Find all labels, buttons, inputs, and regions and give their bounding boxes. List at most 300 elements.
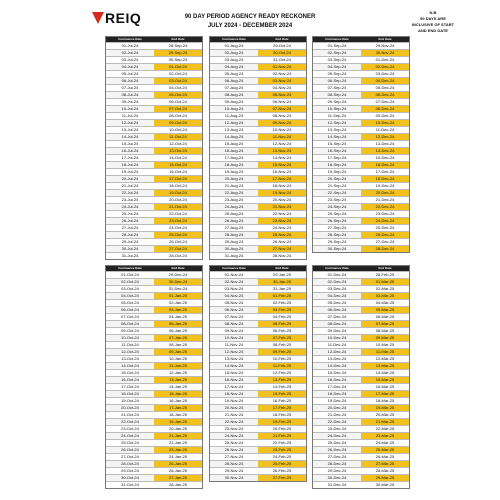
- end-date-cell: 21-Nov-24: [258, 204, 306, 210]
- commence-date-cell: 17-Jul-24: [121, 155, 139, 160]
- end-date-cell: 09-Feb-25: [258, 349, 306, 355]
- table-row: [106, 481, 202, 488]
- table-row: [106, 84, 202, 91]
- table-row: [313, 306, 409, 313]
- table-row: [210, 196, 306, 203]
- end-date-cell: 26-Nov-24: [272, 239, 292, 244]
- commence-date-cell: 03-Jul-24: [121, 57, 139, 62]
- table-row: [210, 217, 306, 224]
- end-date-cell: 10-Dec-24: [361, 120, 409, 126]
- table-row: [210, 84, 306, 91]
- end-date-cell: 14-Feb-25: [272, 384, 292, 389]
- commence-date-cell: 10-Sep-24: [313, 106, 361, 112]
- commence-date-cell: 07-Jul-24: [121, 85, 139, 90]
- commence-date-cell: 17-Aug-24: [224, 155, 244, 160]
- commence-date-cell: 23-Aug-24: [224, 197, 244, 202]
- commence-date-cell: 27-Nov-24: [224, 454, 244, 459]
- table-row: [313, 112, 409, 119]
- table-row: [106, 182, 202, 189]
- table-row: [210, 285, 306, 292]
- end-date-cell: 02-Dec-24: [361, 64, 409, 70]
- table-row: [313, 238, 409, 245]
- end-date-cell: 25-Mar-25: [361, 447, 409, 453]
- end-date-cell: 15-Nov-24: [258, 162, 306, 168]
- end-date-cell: 02-Oct-24: [169, 71, 187, 76]
- commence-date-cell: 02-Aug-24: [210, 50, 258, 56]
- table-row: [106, 355, 202, 362]
- end-date-cell: 04-Feb-25: [272, 314, 292, 319]
- reckoner-table-sep: [312, 36, 410, 253]
- end-date-cell: 29-Sep-24: [154, 50, 202, 56]
- end-date-cell: 07-Nov-24: [258, 106, 306, 112]
- commence-date-cell: 01-Dec-24: [327, 272, 347, 277]
- table-row: [106, 245, 202, 252]
- table-row: [210, 404, 306, 411]
- end-date-cell: 03-Mar-25: [361, 293, 409, 299]
- end-date-cell: 28-Nov-24: [272, 253, 292, 258]
- table-row: [313, 42, 409, 49]
- table-row: [106, 98, 202, 105]
- commence-date-cell: 09-Jul-24: [121, 99, 139, 104]
- commence-date-cell: 13-Sep-24: [327, 127, 347, 132]
- table-row: [313, 210, 409, 217]
- end-date-cell: 19-Oct-24: [154, 190, 202, 196]
- end-date-cell: 19-Mar-25: [361, 405, 409, 411]
- commence-date-cell: 02-Sep-24: [313, 50, 361, 56]
- end-date-cell: 11-Jan-25: [154, 363, 202, 369]
- table-row: [106, 63, 202, 70]
- table-row: [106, 299, 202, 306]
- table-row: [210, 355, 306, 362]
- commence-date-cell: 20-Oct-24: [106, 405, 154, 411]
- table-row: [106, 313, 202, 320]
- commence-date-cell: 20-Sep-24: [313, 176, 361, 182]
- table-row: [106, 467, 202, 474]
- table-row: [313, 341, 409, 348]
- commence-date-cell: 21-Oct-24: [121, 412, 139, 417]
- end-date-cell: 27-Mar-25: [361, 461, 409, 467]
- commence-date-cell: 31-Oct-24: [121, 482, 139, 487]
- commence-date-cell: 09-Nov-24: [224, 328, 244, 333]
- table-row: [210, 383, 306, 390]
- table-row: [313, 390, 409, 397]
- table-row: [313, 481, 409, 488]
- commence-date-cell: 21-Sep-24: [327, 183, 347, 188]
- table-header: [313, 266, 409, 271]
- table-row: [210, 390, 306, 397]
- commence-date-cell: 17-Sep-24: [327, 155, 347, 160]
- commence-date-cell: 28-Nov-24: [210, 461, 258, 467]
- commence-date-cell: 28-Dec-24: [313, 461, 361, 467]
- commence-date-cell: 30-Aug-24: [210, 246, 258, 252]
- end-date-cell: 08-Feb-25: [272, 342, 292, 347]
- end-date-cell: 16-Oct-24: [169, 169, 187, 174]
- commence-date-cell: 15-Jul-24: [121, 141, 139, 146]
- column-header-start: Commence Date: [222, 37, 246, 41]
- table-row: [106, 376, 202, 383]
- end-date-cell: 11-Feb-25: [258, 363, 306, 369]
- table-row: [313, 299, 409, 306]
- commence-date-cell: 31-Dec-24: [327, 482, 347, 487]
- table-row: [210, 70, 306, 77]
- commence-date-cell: 27-Jul-24: [121, 225, 139, 230]
- end-date-cell: 19-Jan-25: [154, 419, 202, 425]
- commence-date-cell: 15-Oct-24: [121, 370, 139, 375]
- table-row: [210, 126, 306, 133]
- commence-date-cell: 08-Aug-24: [210, 92, 258, 98]
- commence-date-cell: 06-Jul-24: [106, 78, 154, 84]
- end-date-cell: 15-Oct-24: [154, 162, 202, 168]
- end-date-cell: 17-Feb-25: [258, 405, 306, 411]
- commence-date-cell: 23-Nov-24: [224, 426, 244, 431]
- table-row: [210, 411, 306, 418]
- table-row: [106, 397, 202, 404]
- commence-date-cell: 21-Dec-24: [327, 412, 347, 417]
- end-date-cell: 13-Nov-24: [258, 148, 306, 154]
- end-date-cell: 30-Sep-24: [168, 57, 188, 62]
- table-row: [210, 460, 306, 467]
- table-row: [313, 327, 409, 334]
- end-date-cell: 12-Mar-25: [375, 356, 395, 361]
- end-date-cell: 24-Dec-24: [361, 218, 409, 224]
- end-date-cell: 16-Jan-25: [168, 398, 187, 403]
- end-date-cell: 23-Nov-24: [258, 218, 306, 224]
- end-date-cell: 08-Mar-25: [375, 328, 395, 333]
- column-header-end: End Date: [171, 37, 185, 41]
- end-date-cell: 23-Feb-25: [258, 447, 306, 453]
- end-date-cell: 14-Oct-24: [169, 155, 187, 160]
- end-date-cell: 09-Mar-25: [361, 335, 409, 341]
- end-date-cell: 03-Dec-24: [375, 71, 395, 76]
- end-date-cell: 10-Nov-24: [272, 127, 292, 132]
- commence-date-cell: 04-Jul-24: [106, 64, 154, 70]
- commence-date-cell: 15-Dec-24: [327, 370, 347, 375]
- table-row: [313, 175, 409, 182]
- end-date-cell: 03-Jan-25: [154, 307, 202, 313]
- table-row: [210, 42, 306, 49]
- commence-date-cell: 04-Aug-24: [210, 64, 258, 70]
- commence-date-cell: 04-Nov-24: [210, 293, 258, 299]
- table-row: [106, 334, 202, 341]
- end-date-cell: 18-Mar-25: [375, 398, 395, 403]
- commence-date-cell: 13-Oct-24: [121, 356, 139, 361]
- commence-date-cell: 19-Sep-24: [327, 169, 347, 174]
- table-row: [106, 362, 202, 369]
- reckoner-table-nov: [209, 265, 307, 482]
- table-row: [210, 154, 306, 161]
- commence-date-cell: 09-Oct-24: [121, 328, 139, 333]
- commence-date-cell: 20-Nov-24: [210, 405, 258, 411]
- commence-date-cell: 23-Sep-24: [327, 197, 347, 202]
- end-date-cell: 22-Dec-24: [361, 204, 409, 210]
- end-date-cell: 02-Mar-25: [375, 286, 395, 291]
- end-date-cell: 21-Feb-25: [258, 433, 306, 439]
- end-date-cell: 25-Nov-24: [258, 232, 306, 238]
- end-date-cell: 30-Dec-24: [154, 279, 202, 285]
- table-row: [313, 362, 409, 369]
- end-date-cell: 24-Nov-24: [272, 225, 292, 230]
- table-row: [313, 231, 409, 238]
- table-row: [106, 154, 202, 161]
- commence-date-cell: 08-Dec-24: [313, 321, 361, 327]
- end-date-cell: 21-Mar-25: [361, 419, 409, 425]
- end-date-cell: 09-Oct-24: [154, 120, 202, 126]
- table-row: [210, 98, 306, 105]
- end-date-cell: 26-Jan-25: [168, 468, 187, 473]
- end-date-cell: 14-Dec-24: [361, 148, 409, 154]
- end-date-cell: 18-Feb-25: [272, 412, 292, 417]
- table-row: [313, 91, 409, 98]
- table-row: [106, 224, 202, 231]
- column-header-start: Commence Date: [222, 266, 246, 270]
- column-header-start: Commence Date: [118, 37, 142, 41]
- commence-date-cell: 26-Dec-24: [313, 447, 361, 453]
- end-date-cell: 23-Mar-25: [361, 433, 409, 439]
- commence-date-cell: 05-Dec-24: [327, 300, 347, 305]
- commence-date-cell: 18-Dec-24: [313, 391, 361, 397]
- table-row: [210, 369, 306, 376]
- commence-date-cell: 13-Nov-24: [224, 356, 244, 361]
- table-row: [313, 56, 409, 63]
- end-date-cell: 12-Nov-24: [272, 141, 292, 146]
- end-date-cell: 13-Mar-25: [361, 363, 409, 369]
- end-date-cell: 06-Oct-24: [169, 99, 187, 104]
- commence-date-cell: 06-Oct-24: [106, 307, 154, 313]
- end-date-cell: 23-Oct-24: [154, 218, 202, 224]
- commence-date-cell: 01-Oct-24: [121, 272, 139, 277]
- commence-date-cell: 21-Aug-24: [224, 183, 244, 188]
- table-row: [313, 376, 409, 383]
- end-date-cell: 05-Jan-25: [154, 321, 202, 327]
- commence-date-cell: 28-Jul-24: [106, 232, 154, 238]
- table-row: [313, 397, 409, 404]
- commence-date-cell: 20-Dec-24: [313, 405, 361, 411]
- table-row: [106, 278, 202, 285]
- commence-date-cell: 18-Aug-24: [210, 162, 258, 168]
- table-header: [313, 37, 409, 42]
- end-date-cell: 22-Jan-25: [168, 440, 187, 445]
- note-line: AND END DATE: [418, 28, 448, 33]
- table-row: [313, 203, 409, 210]
- table-row: [106, 238, 202, 245]
- table-row: [313, 439, 409, 446]
- end-date-cell: 08-Dec-24: [361, 106, 409, 112]
- commence-date-cell: 16-Nov-24: [210, 377, 258, 383]
- end-date-cell: 08-Nov-24: [272, 113, 292, 118]
- commence-date-cell: 20-Aug-24: [210, 176, 258, 182]
- table-row: [313, 245, 409, 252]
- end-date-cell: 22-Feb-25: [272, 440, 292, 445]
- note-line: N.B: [429, 10, 437, 15]
- end-date-cell: 20-Nov-24: [272, 197, 292, 202]
- end-date-cell: 17-Mar-25: [361, 391, 409, 397]
- end-date-cell: 01-Feb-25: [258, 293, 306, 299]
- end-date-cell: 26-Oct-24: [169, 239, 187, 244]
- table-row: [210, 467, 306, 474]
- table-row: [313, 278, 409, 285]
- commence-date-cell: 22-Sep-24: [313, 190, 361, 196]
- commence-date-cell: 10-Jul-24: [106, 106, 154, 112]
- table-row: [313, 224, 409, 231]
- end-date-cell: 20-Feb-25: [272, 426, 292, 431]
- end-date-cell: 11-Mar-25: [361, 349, 409, 355]
- end-date-cell: 31-Oct-24: [273, 57, 291, 62]
- table-row: [106, 271, 202, 278]
- table-row: [210, 238, 306, 245]
- note-line: INCLUSIVE OF START: [411, 22, 455, 27]
- table-row: [106, 112, 202, 119]
- end-date-cell: 12-Oct-24: [169, 141, 187, 146]
- table-row: [106, 217, 202, 224]
- end-date-cell: 14-Mar-25: [375, 370, 395, 375]
- commence-date-cell: 22-Jul-24: [106, 190, 154, 196]
- end-date-cell: 11-Nov-24: [258, 134, 306, 140]
- commence-date-cell: 29-Aug-24: [224, 239, 244, 244]
- commence-date-cell: 22-Aug-24: [210, 190, 258, 196]
- commence-date-cell: 05-Aug-24: [224, 71, 244, 76]
- end-date-cell: 30-Nov-24: [361, 50, 409, 56]
- page-title: 90 DAY PERIOD AGENCY READY RECKONER: [184, 14, 316, 20]
- commence-date-cell: 14-Oct-24: [106, 363, 154, 369]
- table-row: [210, 341, 306, 348]
- commence-date-cell: 24-Oct-24: [106, 433, 154, 439]
- table-header: [106, 37, 202, 42]
- commence-date-cell: 22-Dec-24: [313, 419, 361, 425]
- table-row: [210, 334, 306, 341]
- commence-date-cell: 04-Oct-24: [106, 293, 154, 299]
- table-row: [106, 189, 202, 196]
- table-row: [106, 175, 202, 182]
- end-date-cell: 29-Dec-24: [168, 272, 188, 277]
- commence-date-cell: 19-Aug-24: [224, 169, 244, 174]
- commence-date-cell: 06-Aug-24: [210, 78, 258, 84]
- end-date-cell: 05-Feb-25: [258, 321, 306, 327]
- table-row: [313, 292, 409, 299]
- end-date-cell: 17-Jan-25: [154, 405, 202, 411]
- table-row: [210, 439, 306, 446]
- reiq-logo-mark-icon: [92, 12, 104, 24]
- table-row: [313, 355, 409, 362]
- end-date-cell: 18-Nov-24: [272, 183, 292, 188]
- end-date-cell: 24-Jan-25: [168, 454, 187, 459]
- table-row: [210, 133, 306, 140]
- table-row: [313, 446, 409, 453]
- commence-date-cell: 21-Nov-24: [224, 412, 244, 417]
- end-date-cell: 31-Dec-24: [168, 286, 188, 291]
- table-row: [313, 411, 409, 418]
- commence-date-cell: 06-Dec-24: [313, 307, 361, 313]
- end-date-cell: 22-Mar-25: [375, 426, 395, 431]
- commence-date-cell: 04-Sep-24: [313, 64, 361, 70]
- commence-date-cell: 03-Oct-24: [121, 286, 139, 291]
- table-row: [313, 119, 409, 126]
- end-date-cell: 12-Dec-24: [361, 134, 409, 140]
- commence-date-cell: 03-Dec-24: [327, 286, 347, 291]
- reckoner-table-aug: [209, 36, 307, 260]
- table-row: [210, 446, 306, 453]
- table-row: [210, 453, 306, 460]
- table-row: [210, 210, 306, 217]
- end-date-cell: 21-Oct-24: [154, 204, 202, 210]
- end-date-cell: 04-Jan-25: [168, 314, 187, 319]
- commence-date-cell: 05-Nov-24: [224, 300, 244, 305]
- end-date-cell: 02-Nov-24: [272, 71, 292, 76]
- end-date-cell: 01-Dec-24: [375, 57, 395, 62]
- commence-date-cell: 03-Aug-24: [224, 57, 244, 62]
- end-date-cell: 27-Dec-24: [375, 239, 395, 244]
- commence-date-cell: 05-Jul-24: [121, 71, 139, 76]
- table-row: [106, 105, 202, 112]
- end-date-cell: 28-Feb-25: [375, 272, 395, 277]
- end-date-cell: 08-Oct-24: [169, 113, 187, 118]
- commence-date-cell: 05-Oct-24: [121, 300, 139, 305]
- table-row: [106, 348, 202, 355]
- commence-date-cell: 02-Nov-24: [210, 279, 258, 285]
- commence-date-cell: 16-Jul-24: [106, 148, 154, 154]
- end-date-cell: 06-Nov-24: [272, 99, 292, 104]
- commence-date-cell: 10-Oct-24: [106, 335, 154, 341]
- commence-date-cell: 16-Aug-24: [210, 148, 258, 154]
- end-date-cell: 25-Feb-25: [258, 461, 306, 467]
- commence-date-cell: 23-Jul-24: [121, 197, 139, 202]
- commence-date-cell: 24-Aug-24: [210, 204, 258, 210]
- end-date-cell: 31-Jan-25: [272, 286, 291, 291]
- table-row: [210, 224, 306, 231]
- end-date-cell: 07-Dec-24: [375, 99, 395, 104]
- table-row: [106, 196, 202, 203]
- end-date-cell: 01-Jan-25: [154, 293, 202, 299]
- end-date-cell: 14-Nov-24: [272, 155, 292, 160]
- end-date-cell: 13-Oct-24: [154, 148, 202, 154]
- commence-date-cell: 26-Oct-24: [106, 447, 154, 453]
- table-row: [106, 133, 202, 140]
- table-row: [210, 376, 306, 383]
- commence-date-cell: 02-Jul-24: [106, 50, 154, 56]
- end-date-cell: 15-Feb-25: [258, 391, 306, 397]
- table-row: [106, 439, 202, 446]
- end-date-cell: 09-Nov-24: [258, 120, 306, 126]
- commence-date-cell: 19-Jul-24: [121, 169, 139, 174]
- commence-date-cell: 24-Sep-24: [313, 204, 361, 210]
- table-row: [106, 42, 202, 49]
- end-date-cell: 05-Oct-24: [154, 92, 202, 98]
- commence-date-cell: 27-Dec-24: [327, 454, 347, 459]
- logo-text: REIQ: [105, 10, 142, 26]
- commence-date-cell: 23-Dec-24: [327, 426, 347, 431]
- end-date-cell: 20-Dec-24: [361, 190, 409, 196]
- commence-date-cell: 25-Nov-24: [224, 440, 244, 445]
- commence-date-cell: 15-Aug-24: [224, 141, 244, 146]
- end-date-cell: 21-Dec-24: [375, 197, 395, 202]
- end-date-cell: 13-Jan-25: [154, 377, 202, 383]
- table-row: [313, 474, 409, 481]
- table-row: [313, 133, 409, 140]
- commence-date-cell: 26-Jul-24: [106, 218, 154, 224]
- commence-date-cell: 22-Oct-24: [106, 419, 154, 425]
- commence-date-cell: 19-Nov-24: [224, 398, 244, 403]
- commence-date-cell: 26-Aug-24: [210, 218, 258, 224]
- table-row: [313, 77, 409, 84]
- end-date-cell: 29-Oct-24: [273, 43, 291, 48]
- table-row: [313, 313, 409, 320]
- table-row: [210, 147, 306, 154]
- commence-date-cell: 08-Sep-24: [313, 92, 361, 98]
- commence-date-cell: 12-Jul-24: [106, 120, 154, 126]
- end-date-cell: 02-Feb-25: [272, 300, 292, 305]
- table-row: [106, 474, 202, 481]
- table-row: [210, 112, 306, 119]
- table-row: [313, 432, 409, 439]
